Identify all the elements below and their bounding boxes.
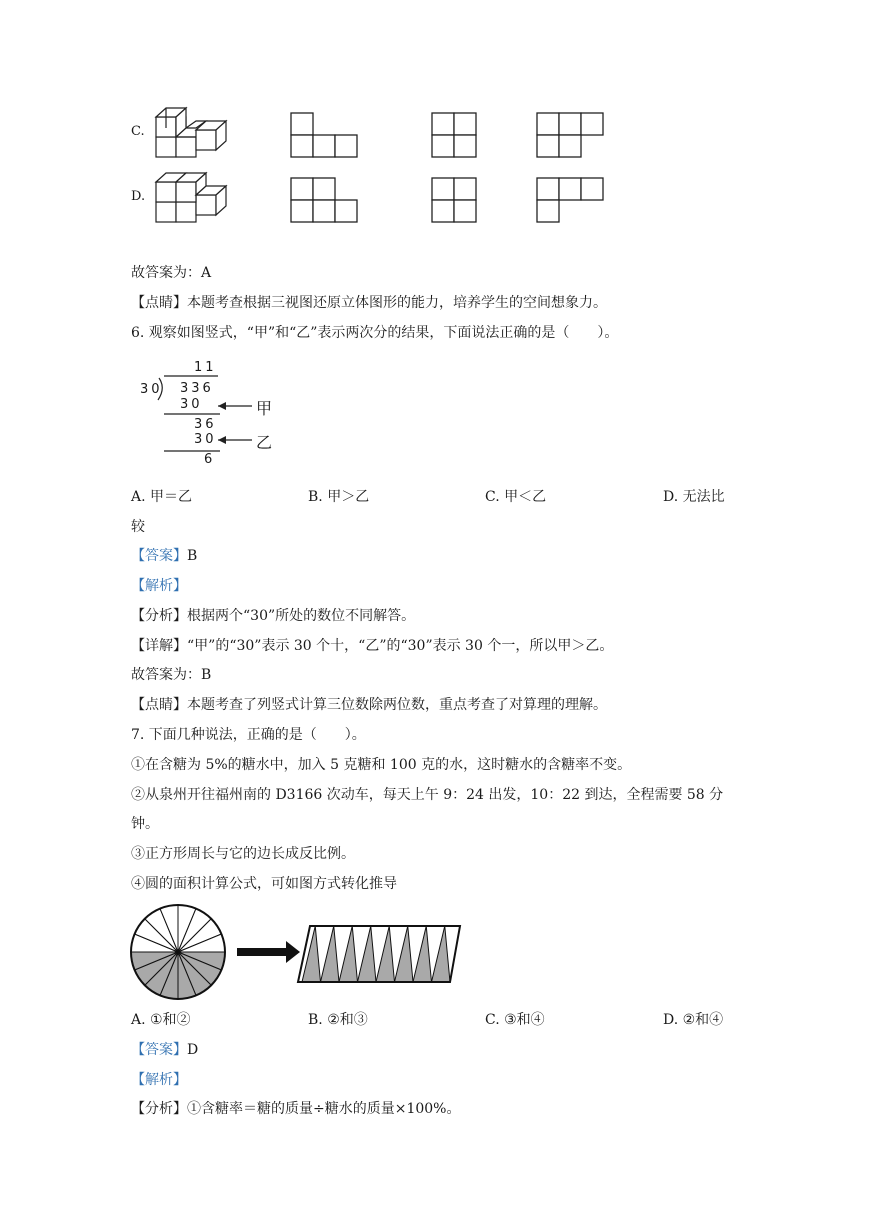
xiangjie-text: “甲”的“30”表示 30 个十，“乙”的“30”表示 30 个一，所以甲＞乙。 xyxy=(187,638,614,654)
fenxi-tag: 【分析】 xyxy=(131,608,187,624)
quotient: 11 xyxy=(194,360,217,375)
sector-circle xyxy=(131,905,225,999)
q6-option-d[interactable]: D. 无法比 xyxy=(663,489,725,505)
strip-sector-down xyxy=(358,926,377,982)
strip-sector-down xyxy=(376,926,395,982)
final-remainder: 6 xyxy=(204,452,213,467)
option-c-view-front xyxy=(291,113,357,157)
fenxi-text: 根据两个“30”所处的数位不同解答。 xyxy=(187,608,416,624)
q7-option-d[interactable]: D. ②和④ xyxy=(663,1012,724,1028)
q6-stem: 6. 观察如图竖式，“甲”和“乙”表示两次分的结果，下面说法正确的是（ ）。 xyxy=(131,325,619,341)
strip-sector-down xyxy=(413,926,432,982)
fenxi-tag: 【分析】 xyxy=(131,1101,187,1117)
q6-analysis-tag: 【解析】 xyxy=(131,578,187,594)
option-d-view-front xyxy=(291,178,357,222)
long-division-lines xyxy=(138,360,298,470)
remainder1: 36 xyxy=(194,417,217,432)
long-division-figure xyxy=(138,360,298,470)
step1-product: 30 xyxy=(180,397,203,412)
strip-sector-down xyxy=(432,926,451,982)
strip-sector-down xyxy=(395,926,414,982)
q6-answer xyxy=(131,546,197,566)
step2-product: 30 xyxy=(194,432,217,447)
q6-xiangjie xyxy=(131,636,613,656)
label-jia: 甲 xyxy=(256,399,273,418)
q7-stem: 7. 下面几种说法，正确的是（ ）。 xyxy=(131,727,366,743)
option-c-view-top xyxy=(537,113,603,157)
option-d-label: D. xyxy=(131,189,146,204)
q6-option-a[interactable]: A. 甲＝乙 xyxy=(131,489,193,505)
answer-tag: 【答案】 xyxy=(131,548,187,564)
strip-sector-down xyxy=(339,926,358,982)
answer-value: B xyxy=(187,548,198,564)
divisor: 30 xyxy=(140,382,163,397)
arrow-icon xyxy=(237,941,300,963)
dividend: 336 xyxy=(180,381,214,396)
option-d-view-side xyxy=(432,178,476,222)
option-c-view-side xyxy=(432,113,476,157)
circle-area-diagram xyxy=(128,905,468,1005)
strip-sector-down xyxy=(321,926,340,982)
q7-statement-3: ③正方形周长与它的边长成反比例。 xyxy=(131,846,355,862)
label-yi: 乙 xyxy=(256,433,273,452)
q7-statement-2: ②从泉州开往福州南的 D3166 次动车，每天上午 9：24 出发，10：22 到达，全程需要 58 分 xyxy=(131,787,724,803)
q6-comment xyxy=(131,695,607,715)
q7-option-b[interactable]: B. ②和③ xyxy=(308,1012,368,1028)
option-d-cube-figure xyxy=(156,173,226,222)
q6-option-wrap: 较 xyxy=(131,519,145,535)
q7-statement-4: ④圆的面积计算公式，可如图方式转化推导 xyxy=(131,876,397,892)
q6-answer-line: 故答案为：B xyxy=(131,667,212,683)
q7-answer xyxy=(131,1040,198,1060)
q6-option-c[interactable]: C. 甲＜乙 xyxy=(485,489,547,505)
q6-option-b[interactable]: B. 甲＞乙 xyxy=(308,489,370,505)
q7-option-a[interactable]: A. ①和② xyxy=(131,1012,191,1028)
comment-tag: 【点睛】 xyxy=(131,697,187,713)
q7-analysis-tag: 【解析】 xyxy=(131,1072,187,1088)
comment-tag: 【点睛】 xyxy=(131,295,187,311)
q5-comment xyxy=(131,293,607,313)
comment-text: 本题考查根据三视图还原立体图形的能力，培养学生的空间想象力。 xyxy=(187,295,607,311)
comment-text: 本题考查了列竖式计算三位数除两位数，重点考查了对算理的理解。 xyxy=(187,697,607,713)
q7-fenxi xyxy=(131,1099,461,1119)
xiangjie-tag: 【详解】 xyxy=(131,638,187,654)
q5-answer-line: 故答案为：A xyxy=(131,265,212,281)
fenxi-text: ①含糖率＝糖的质量÷糖水的质量×100%。 xyxy=(187,1101,461,1117)
q7-option-c[interactable]: C. ③和④ xyxy=(485,1012,545,1028)
answer-value: D xyxy=(187,1042,199,1058)
option-c-cube-figure xyxy=(156,108,226,157)
answer-tag: 【答案】 xyxy=(131,1042,187,1058)
option-c-figures xyxy=(0,0,869,240)
q6-fenxi xyxy=(131,606,415,626)
option-d-view-top xyxy=(537,178,603,222)
option-c-label: C. xyxy=(131,124,145,139)
q7-statement-2-wrap: 钟。 xyxy=(131,816,159,832)
parallelogram-strip xyxy=(298,926,460,982)
q7-statement-1: ①在含糖为 5%的糖水中，加入 5 克糖和 100 克的水，这时糖水的含糖率不变。 xyxy=(131,757,632,773)
